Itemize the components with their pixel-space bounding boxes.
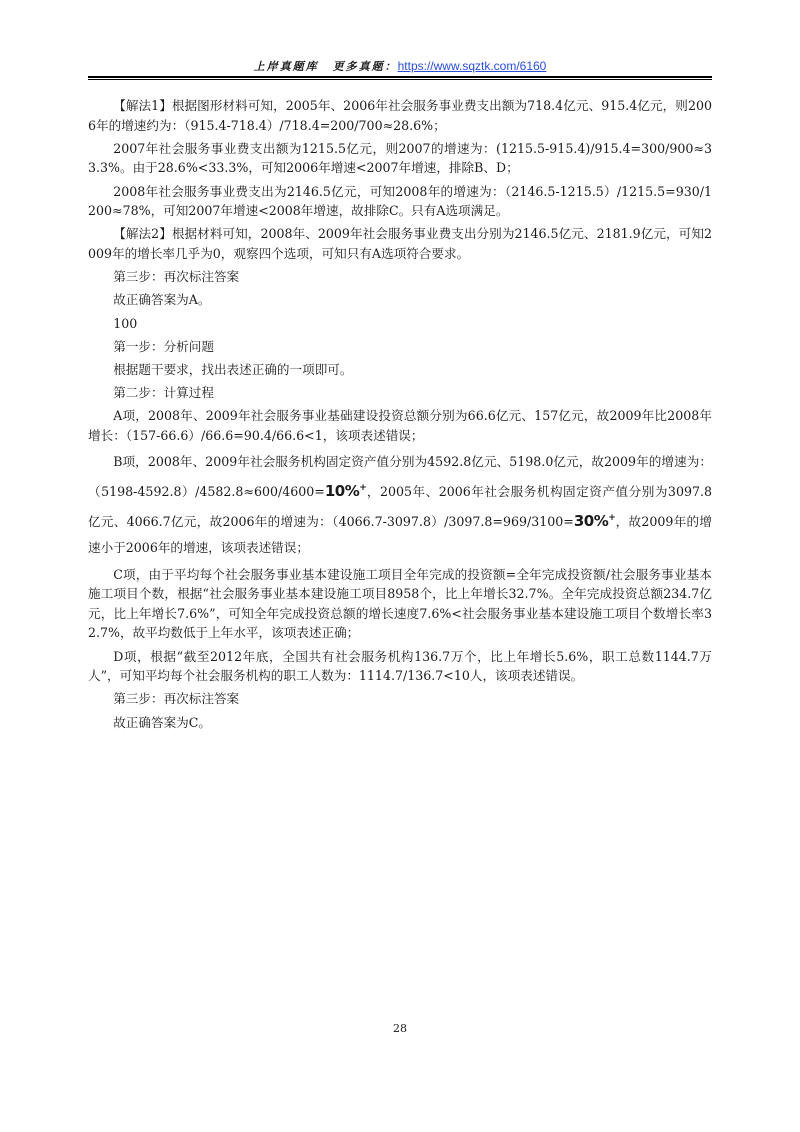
paragraph: 第三步：再次标注答案	[113, 269, 240, 285]
highlight-value: 10%+	[324, 482, 367, 501]
paragraph: C项，由于平均每个社会服务事业基本建设施工项目全年完成的投资额=全年完成投资额/社会服务事业基本施工项目个数，根据“社会服务事业基本建设施工项目8958个，比上年增长32.7%。全年完成投资总额234.7亿元，比上年增长7.6%”，可知全年完成投资总额的增长速度7.6%<社会服务事业基本建设施工项目个数增长率32.7%，故平均数低于上年水平，该项表述正确；	[88, 566, 712, 641]
paragraph: 故正确答案为C。	[113, 714, 211, 730]
brand-name: 上岸真题库	[253, 60, 319, 73]
paragraph: 第一步：分析问题	[113, 338, 214, 354]
header-rule	[88, 76, 712, 78]
paragraph: 第三步：再次标注答案	[113, 691, 240, 707]
more-label: 更多真题：	[332, 60, 398, 73]
paragraph: 100	[113, 315, 138, 331]
paragraph-b: B项，2008年、2009年社会服务机构固定资产值分别为4592.8亿元、5198.0亿元，故2009年的增速为：（5198-4592.8）/4582.8≈600/4600=10%+，2005年、2006年社会服务机构固定资产值分别为3097.8亿元、4066.7亿元，故2006年的增速为：（4066.7-3097.8）/3097.8=969/3100=30%+，故2009年的增速小于2006年的增速，该项表述错误；	[88, 454, 712, 556]
paragraph: 根据题干要求，找出表述正确的一项即可。	[113, 361, 353, 377]
paragraph: 故正确答案为A。	[113, 292, 211, 308]
paragraph: D项，根据“截至2012年底，全国共有社会服务机构136.7万个，比上年增长5.6%，职工总数1144.7万人”，可知平均每个社会服务机构的职工人数为：1114.7/136.7<10人，该项表述错误。	[88, 648, 712, 684]
paragraph: 【解法2】根据材料可知，2008年、2009年社会服务事业费支出分别为2146.5亿元、2181.9亿元，可知2009年的增长率几乎为0，观察四个选项，可知只有A选项符合要求。	[88, 226, 712, 261]
page-number: 28	[393, 1022, 407, 1035]
page-header	[0, 58, 800, 74]
paragraph: 第二步：计算过程	[113, 385, 214, 401]
header-link[interactable]: https://www.sqztk.com/6160	[397, 59, 547, 73]
paragraph: A项，2008年、2009年社会服务事业基础建设投资总额分别为66.6亿元、157亿元，故2009年比2008年增长：（157-66.6）/66.6=90.4/66.6<1，该项表述错误；	[88, 408, 712, 443]
paragraph: 2008年社会服务事业费支出为2146.5亿元，可知2008年的增速为：（2146.5-1215.5）/1215.5=930/1200≈78%，可知2007年增速<2008年增速，故排除C。只有A选项满足。	[88, 183, 712, 219]
paragraph: 2007年社会服务事业费支出额为1215.5亿元，则2007的增速为：(1215.5-915.4)/915.4=300/900≈33.3%。由于28.6%<33.3%，可知2006年增速<2007年增速，排除B、D；	[88, 140, 712, 176]
document-body	[88, 96, 712, 736]
highlight-value: 30%+	[573, 512, 616, 531]
paragraph: 【解法1】根据图形材料可知，2005年、2006年社会服务事业费支出额为718.4亿元、915.4亿元，则2006年的增速约为：（915.4-718.4）/718.4=200/700≈28.6%；	[88, 98, 712, 133]
header-rule-thin	[88, 79, 712, 80]
